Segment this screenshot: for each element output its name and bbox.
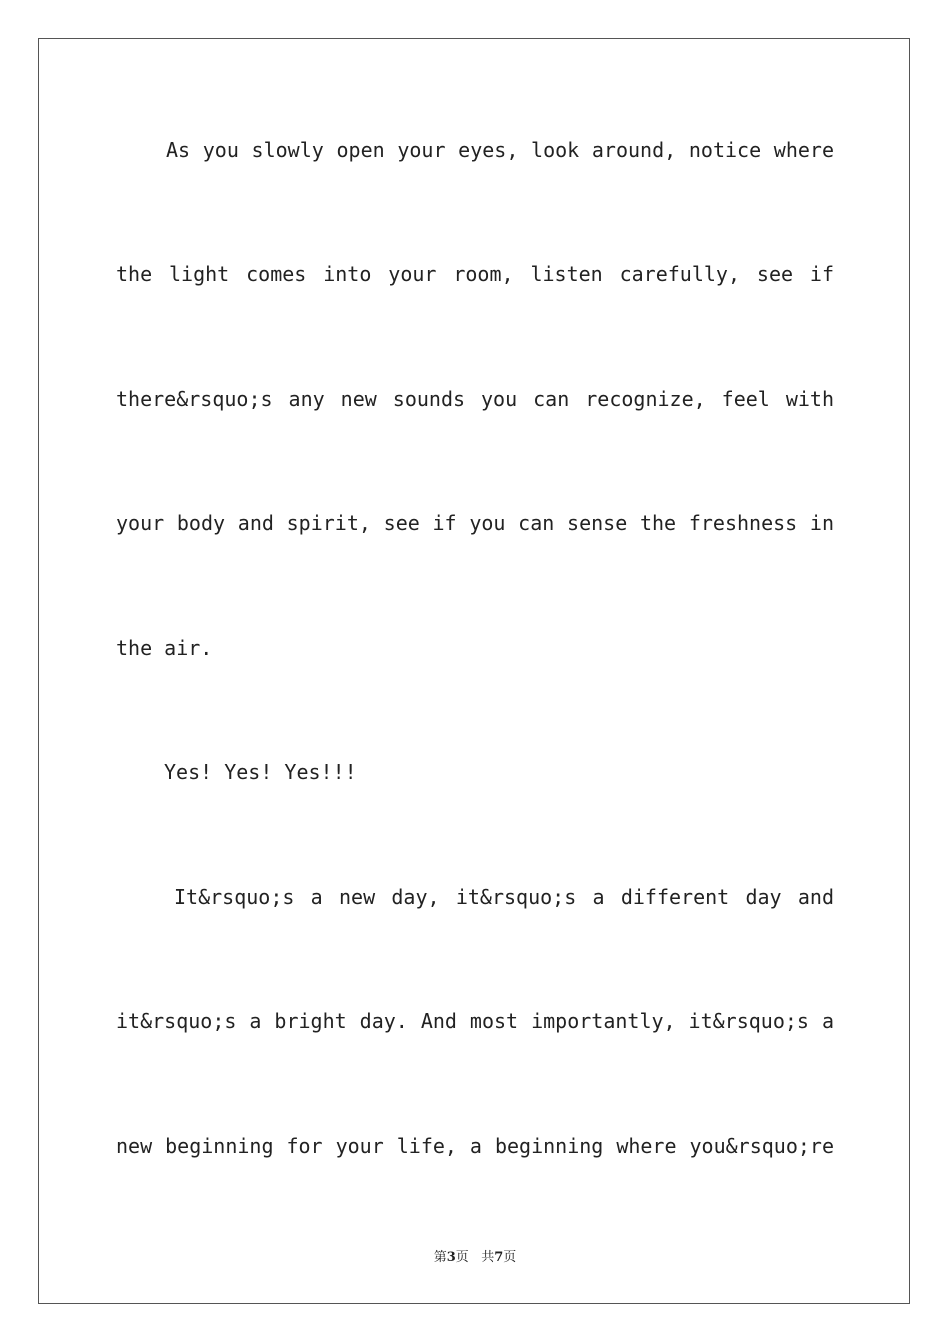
paragraph-line: It&rsquo;s a new day, it&rsquo;s a different day and [174,885,834,909]
paragraph-line: Yes! Yes! Yes!!! [164,760,357,784]
paragraph-line: there&rsquo;s any new sounds you can recognize, feel with [116,387,834,411]
footer-total-prefix: 共 [481,1250,495,1265]
paragraph-line: the light comes into your room, listen carefully, see if [116,262,834,286]
paragraph-line: your body and spirit, see if you can sense the freshness in [116,511,834,535]
current-page-number: 3 [446,1250,456,1265]
paragraph-line: new beginning for your life, a beginning where you&rsquo;re [116,1134,834,1158]
page-border [38,38,910,1304]
total-page-count: 7 [494,1250,504,1265]
page-footer [0,1246,950,1265]
footer-prefix: 第 [433,1250,447,1265]
paragraph-line: it&rsquo;s a bright day. And most importantly, it&rsquo;s a [116,1009,834,1033]
footer-page-unit: 页 [455,1250,469,1265]
footer-total-unit: 页 [503,1250,517,1265]
paragraph-line: the air. [116,636,213,660]
paragraph-line: As you slowly open your eyes, look around, notice where [166,138,834,162]
